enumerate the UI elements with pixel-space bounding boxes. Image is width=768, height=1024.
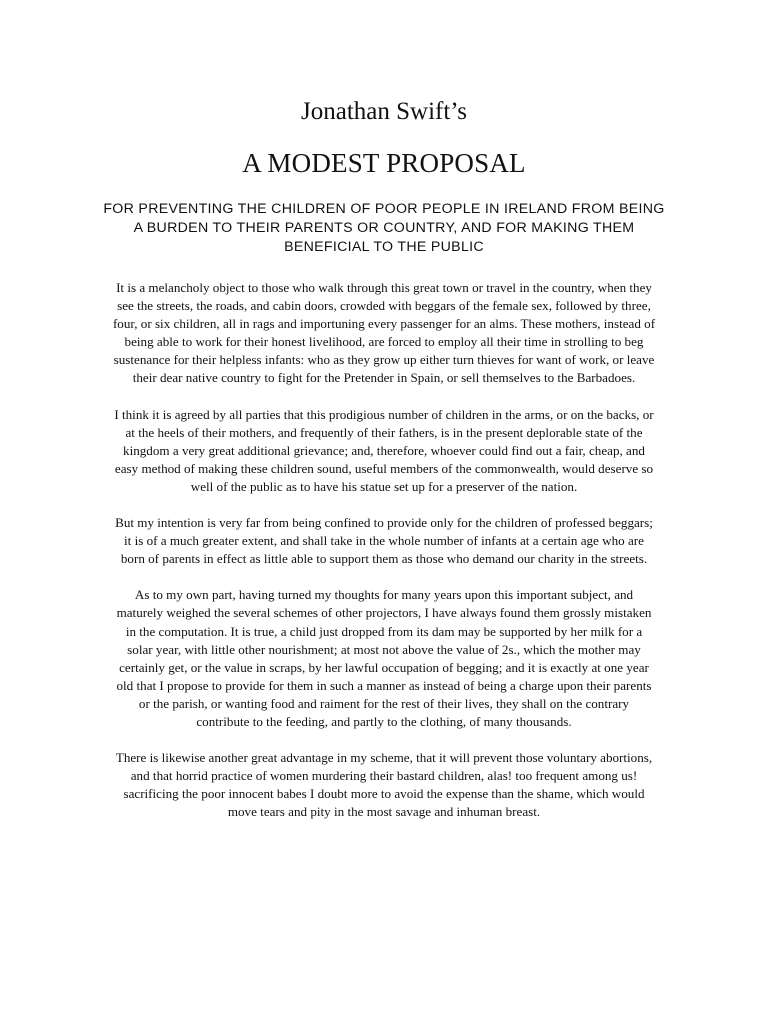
document-title: A MODEST PROPOSAL	[242, 148, 526, 178]
paragraph-5: There is likewise another great advantage in my scheme, that it will prevent those voluntary abortions, and that horrid practice of women murdering their bastard children, alas! too frequent among us! sacrificing the poor innocent babes I doubt more to avoid the expense than the shame, which would move tears and pity in the most savage and inhuman breast.	[115, 750, 653, 820]
paragraph-1: It is a melancholy object to those who walk through this great town or travel in the country, when they see the streets, the roads, and cabin doors, crowded with beggars of the female sex, followed by three, four, or six children, all in rags and importuning every passenger for an alms. These mothers, instead of being able to work for their honest livelihood, are forced to employ all their time in strolling to beg sustenance for their helpless infants: who as they grow up either turn thieves for want of work, or leave their dear native country to fight for the Pretender in Spain, or sell themselves to the Barbadoes.	[112, 280, 656, 386]
author-heading: Jonathan Swift’s	[301, 98, 467, 125]
paragraph-3: But my intention is very far from being confined to provide only for the children of professed beggars; it is of a much greater extent, and shall take in the whole number of infants at a certain age who are born of parents in effect as little able to support them as those who demand our charity in the streets.	[115, 515, 653, 567]
paragraph-2: I think it is agreed by all parties that this prodigious number of children in the arms, or on the backs, or at the heels of their mothers, and frequently of their fathers, is in the present deplorable state of the kingdom a very great additional grievance; and, therefore, whoever could find out a fair, cheap, and easy method of making these children sound, useful members of the commonwealth, would deserve so well of the public as to have his statue set up for a preserver of the nation.	[114, 406, 654, 494]
paragraph-4: As to my own part, having turned my thoughts for many years upon this important subject, and maturely weighed the several schemes of other projectors, I have always found them grossly mistaken in the computation. It is true, a child just dropped from its dam may be supported by her milk for a solar year, with little other nourishment; at most not above the value of 2s., which the mother may certainly get, or the value in scraps, by her lawful occupation of begging; and it is exactly at one year old that I propose to provide for them in such a manner as instead of being a charge upon their parents or the parish, or wanting food and raiment for the rest of their lives, they shall on the contrary contribute to the feeding, and partly to the clothing, of many thousands.	[116, 587, 652, 729]
document-subtitle: FOR PREVENTING THE CHILDREN OF POOR PEOPLE IN IRELAND FROM BEING A BURDEN TO THEIR PARENTS OR COUNTRY, AND FOR MAKING THEM BENEFICIAL TO THE PUBLIC	[103, 201, 665, 255]
